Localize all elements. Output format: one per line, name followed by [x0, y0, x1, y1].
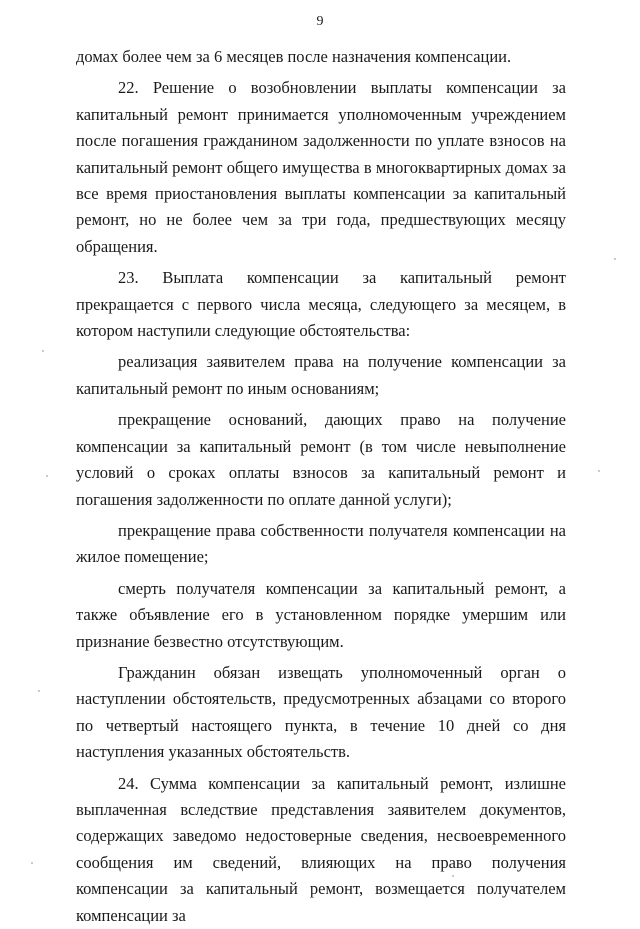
paragraph-item-23: 23. Выплата компенсации за капитальный ремонт прекращается с первого числа месяца, следующего за месяцем, в котором наступили следующие обстоятельства: — [76, 268, 566, 341]
document-body — [76, 44, 566, 929]
scan-speck — [42, 350, 44, 352]
scan-speck — [614, 258, 616, 260]
scan-speck — [452, 875, 454, 877]
paragraph-item-22: 22. Решение о возобновлении выплаты компенсации за капитальный ремонт принимается уполномоченным учреждением после погашения гражданином задолженности по уплате взносов на капитальный ремонт общего имущества в многоквартирных домах за все время приостановления выплаты компенсации за капитальный ремонт, но не более чем за три года, предшествующих месяцу обращения. — [76, 78, 566, 256]
page-number: 9 — [316, 14, 324, 29]
paragraph-item-24: 24. Сумма компенсации за капитальный ремонт, излишне выплаченная вследствие представления заявителем документов, содержащих заведомо недостоверные сведения, несвоевременного сообщения им сведений, влияющих на право получения компенсации за капитальный ремонт, возмещается получателем компенсации за — [76, 773, 566, 925]
paragraph-condition-4: смерть получателя компенсации за капитальный ремонт, а также объявление его в установленном порядке умершим или признание безвестно отсутствующим. — [76, 578, 566, 651]
scan-speck — [46, 475, 48, 477]
scan-speck — [31, 862, 33, 864]
paragraph-notification-duty: Гражданин обязан извещать уполномоченный орган о наступлении обстоятельств, предусмотренных абзацами со второго по четвертый настоящего пункта, в течение 10 дней со дня наступления указанных обстоятельств. — [76, 662, 566, 762]
paragraph-condition-3: прекращение права собственности получателя компенсации на жилое помещение; — [76, 520, 566, 567]
scan-speck — [598, 470, 600, 472]
paragraph-continuation: домах более чем за 6 месяцев после назначения компенсации. — [76, 47, 512, 66]
paragraph-condition-1: реализация заявителем права на получение компенсации за капитальный ремонт по иным основаниям; — [76, 352, 566, 398]
scan-speck — [38, 690, 40, 692]
paragraph-condition-2: прекращение оснований, дающих право на получение компенсации за капитальный ремонт (в том числе невыполнение условий о сроках оплаты взносов за капитальный ремонт и погашения задолженности по оплате данной услуги); — [76, 410, 566, 509]
